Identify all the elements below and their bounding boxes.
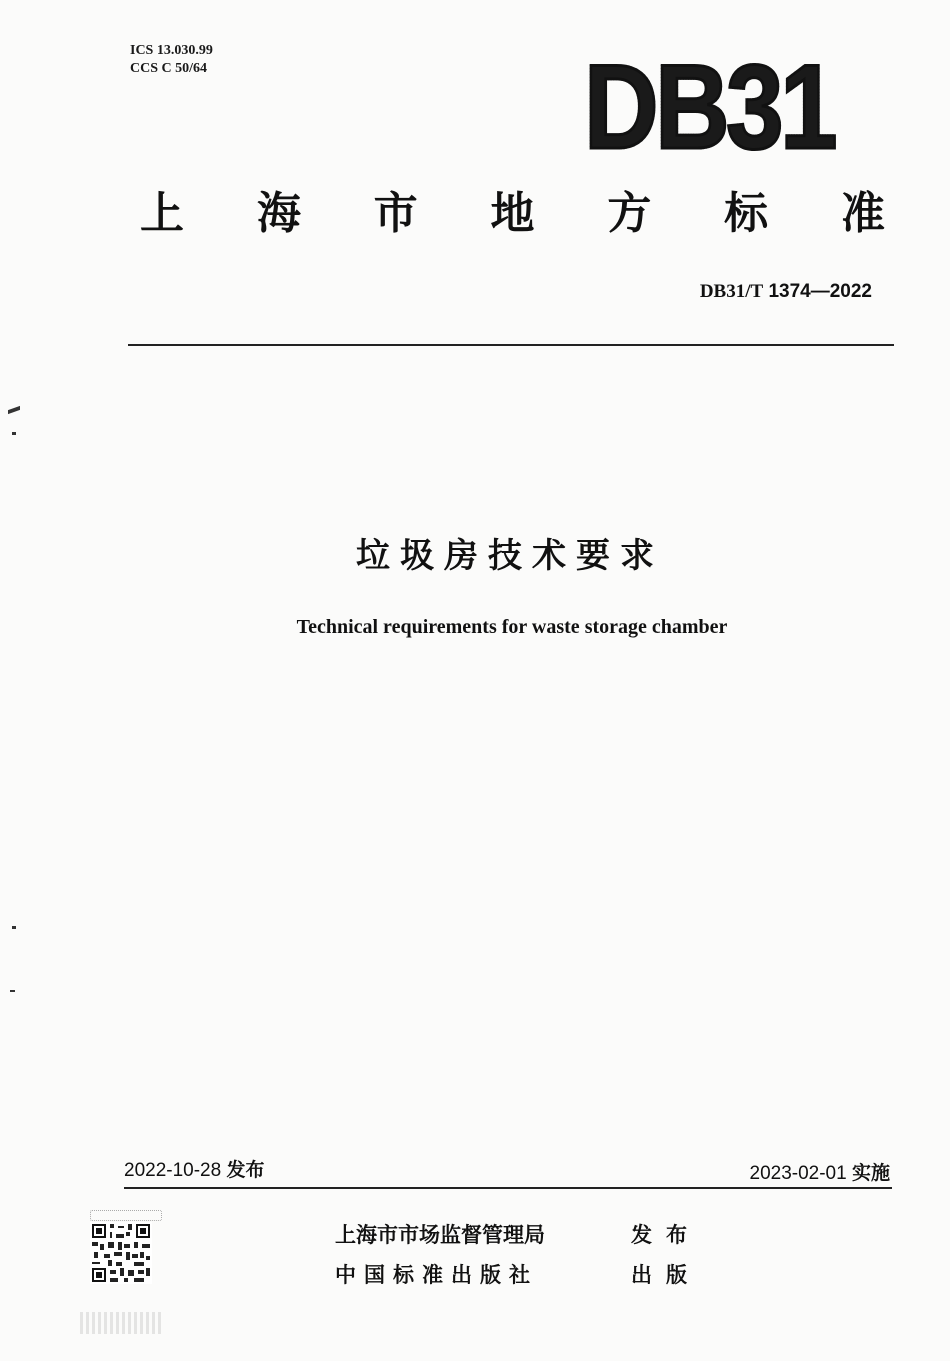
classification-codes [130, 42, 213, 78]
ccs-code: CCS C 50/64 [130, 61, 208, 76]
heading-char: 准 [840, 188, 885, 239]
standard-number-prefix: DB31/T [699, 281, 764, 302]
scan-mark [12, 432, 16, 435]
standard-type-heading [140, 188, 885, 240]
heading-char: 上 [140, 188, 184, 239]
document-title-chinese: 垃圾房技术要求 [356, 536, 664, 576]
scan-mark [12, 926, 16, 929]
heading-char: 市 [373, 188, 418, 239]
implement-date [750, 1158, 891, 1185]
qr-code-icon [90, 1222, 152, 1284]
heading-char: 地 [490, 188, 535, 239]
header-divider [128, 344, 894, 346]
publisher-row [335, 1255, 701, 1295]
standard-number-value: 1374—2022 [768, 281, 872, 302]
implement-date-label: 实施 [851, 1163, 890, 1184]
heading-char: 标 [724, 188, 769, 239]
heading-char: 方 [607, 188, 652, 239]
scan-mark [10, 990, 15, 992]
heading-char: 海 [256, 188, 301, 239]
publish-date-label: 发布 [226, 1160, 265, 1181]
publisher-action: 发布 [631, 1223, 701, 1247]
footer-divider [124, 1187, 892, 1189]
document-title-english: Technical requirements for waste storage chamber [296, 616, 728, 638]
publisher-row [335, 1215, 701, 1255]
publisher-org: 中国标准出版社 [335, 1263, 538, 1287]
anti-counterfeit-qr [76, 1218, 164, 1286]
ics-code: ICS 13.030.99 [130, 43, 213, 58]
publish-date-value: 2022-10-28 [124, 1160, 222, 1181]
db31-logo: DB31 [584, 40, 835, 174]
standard-number [700, 281, 872, 303]
implement-date-value: 2023-02-01 [749, 1163, 847, 1184]
publisher-org: 上海市市场监督管理局 [335, 1223, 545, 1247]
publisher-block [335, 1215, 701, 1295]
qr-caption-faint [80, 1312, 164, 1334]
publish-date [124, 1155, 265, 1182]
publisher-action: 出版 [631, 1263, 701, 1287]
